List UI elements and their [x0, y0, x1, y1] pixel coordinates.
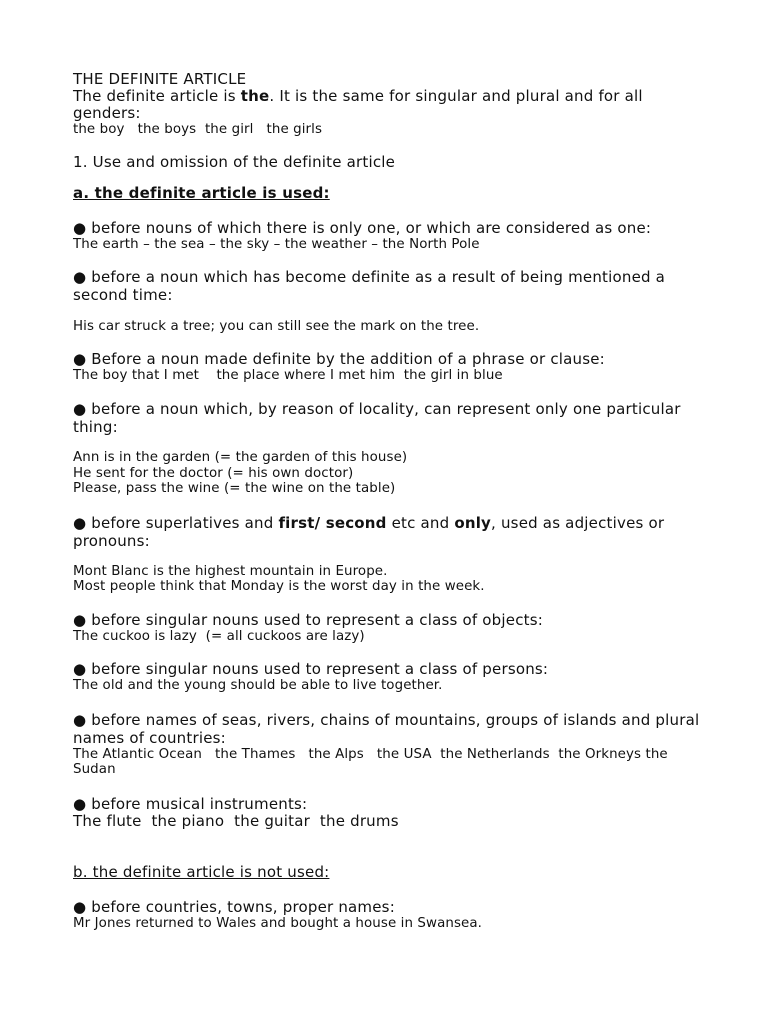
rule-example: Mr Jones returned to Wales and bought a house in Swansea.	[73, 915, 483, 931]
section-heading-a: a. the definite article is used:	[73, 183, 330, 202]
intro-text-2: . It is the same for singular and plural and for all genders:	[73, 87, 648, 122]
rule-example: The old and the young should be able to live together.	[73, 678, 443, 693]
rule-text: ● before names of seas, rivers, chains of mountains, groups of islands and plural names of countries:	[73, 710, 705, 747]
rule-text-part: ● before superlatives and	[73, 513, 279, 532]
rule-example: The boy that I met the place where I met him the girl in blue	[73, 367, 503, 383]
rule-example: Most people think that Monday is the worst day in the week.	[73, 579, 485, 594]
rule-text: ● before countries, towns, proper names:	[73, 897, 395, 916]
rule-text: ● before musical instruments:	[73, 794, 308, 813]
rule-text-part: , used as adjectives or pronouns:	[73, 513, 670, 550]
intro-bold-the: the	[240, 87, 270, 105]
rule-bold-first-second: first/ second	[278, 513, 387, 532]
intro-text-1: The definite article is	[73, 87, 241, 105]
rule-text: ● before singular nouns used to represent a class of objects:	[73, 610, 543, 629]
rule-example: The flute the piano the guitar the drums	[73, 811, 399, 830]
rule-example: He sent for the doctor (= his own doctor)	[73, 465, 354, 481]
rule-text: ● before singular nouns used to represent a class of persons:	[73, 660, 549, 678]
rule-example: His car struck a tree; you can still see the mark on the tree.	[73, 319, 480, 334]
rule-text: ● Before a noun made definite by the addition of a phrase or clause:	[73, 349, 605, 368]
section-heading-b: b. the definite article is not used:	[73, 862, 330, 881]
rule-example: The cuckoo is lazy (= all cuckoos are lazy)	[73, 628, 365, 644]
rule-bold-only: only	[454, 513, 492, 532]
rule-text-part: etc and	[386, 513, 455, 532]
intro-paragraph	[73, 88, 713, 122]
rule-example: The Atlantic Ocean the Thames the Alps the USA the Netherlands the Orkneys the Sudan	[73, 746, 673, 777]
document-page	[73, 70, 713, 931]
intro-examples: the boy the boys the girl the girls	[73, 122, 323, 137]
rule-text: ● before nouns of which there is only one, or which are considered as one:	[73, 218, 652, 237]
rule-text: ● before a noun which has become definite as a result of being mentioned a second time:	[73, 268, 671, 304]
rule-text	[73, 514, 713, 550]
rule-example: The earth – the sea – the sky – the weather – the North Pole	[73, 236, 480, 252]
section-heading-1: 1. Use and omission of the definite article	[73, 152, 396, 171]
rule-text: ● before a noun which, by reason of locality, can represent only one particular thing:	[73, 400, 686, 436]
rule-example: Ann is in the garden (= the garden of this house)	[73, 450, 408, 465]
rule-example: Please, pass the wine (= the wine on the table)	[73, 481, 396, 496]
rule-example: Mont Blanc is the highest mountain in Europe.	[73, 563, 388, 579]
document-title: THE DEFINITE ARTICLE	[73, 70, 247, 88]
